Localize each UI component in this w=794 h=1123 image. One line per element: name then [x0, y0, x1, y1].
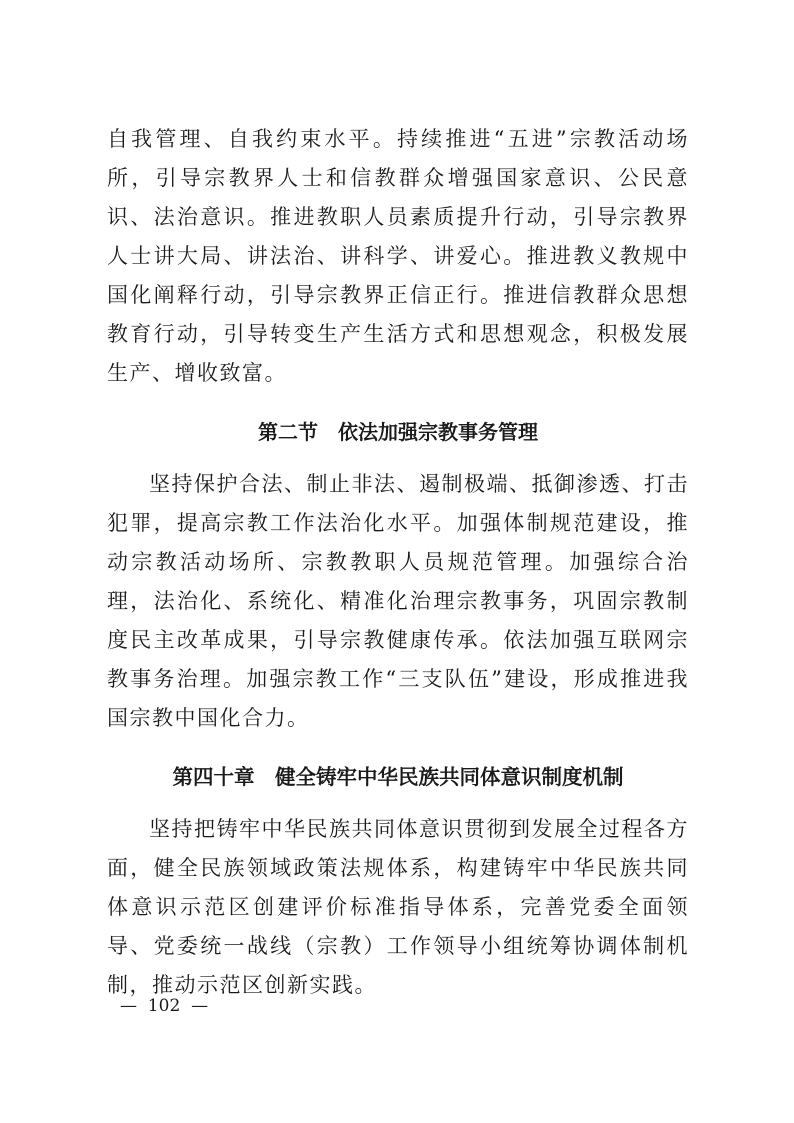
chapter-heading: 第四十章 健全铸牢中华民族共同体意识制度机制: [172, 765, 624, 789]
section-heading: 第二节 依法加强宗教事务管理: [258, 420, 538, 444]
paragraph: 坚持把铸牢中华民族共同体意识贯彻到发展全过程各方面，健全民族领域政策法规体系，构建铸牢中华民族共同体意识示范区创建评价标准指导体系，完善党委全面领导、党委统一战线（宗教）工作领导小组统筹协调体制机制，推动示范区创新实践。: [107, 817, 689, 997]
page-number: — 102 —: [120, 996, 209, 1016]
paragraph: 自我管理、自我约束水平。持续推进“五进”宗教活动场所，引导宗教界人士和信教群众增强国家意识、公民意识、法治意识。推进教职人员素质提升行动，引导宗教界人士讲大局、讲法治、讲科学、讲爱心。推进教义教规中国化阐释行动，引导宗教界正信正行。推进信教群众思想教育行动，引导转变生产生活方式和思想观念，积极发展生产、增收致富。: [107, 127, 689, 385]
paragraph: 坚持保护合法、制止非法、遏制极端、抵御渗透、打击犯罪，提高宗教工作法治化水平。加强体制规范建设，推动宗教活动场所、宗教教职人员规范管理。加强综合治理，法治化、系统化、精准化治理宗教事务，巩固宗教制度民主改革成果，引导宗教健康传承。依法加强互联网宗教事务治理。加强宗教工作“三支队伍”建设，形成推进我国宗教中国化合力。: [107, 472, 689, 730]
document-body: [107, 120, 689, 1005]
